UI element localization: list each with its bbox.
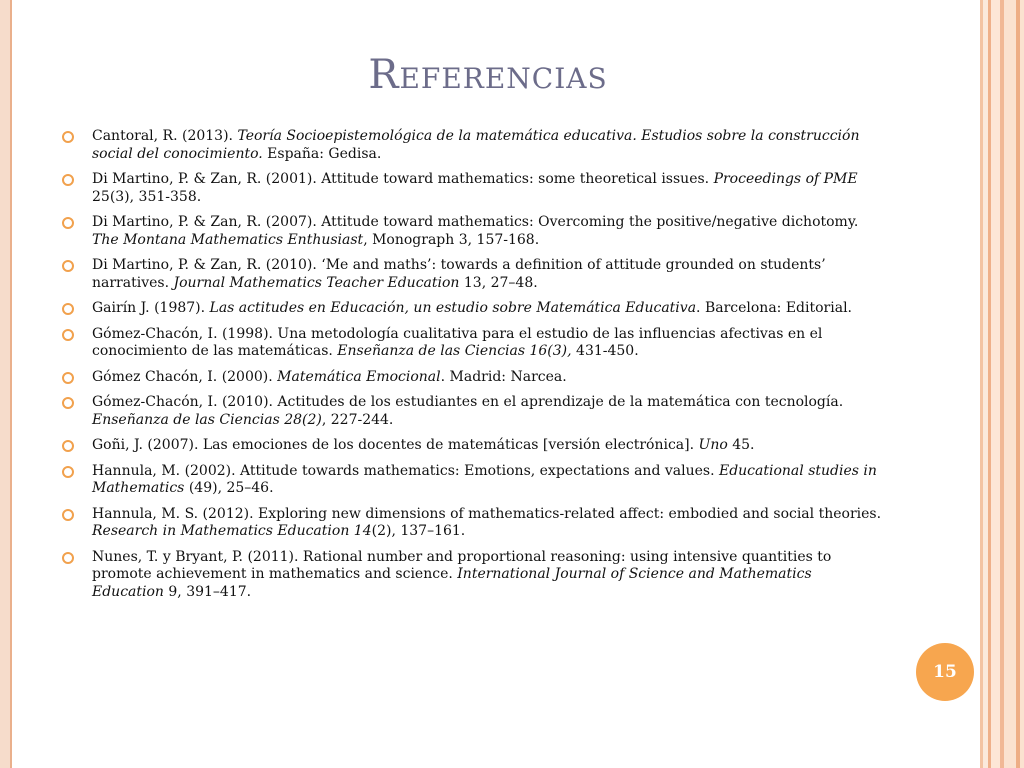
reference-item [62,128,882,163]
circle-bullet-icon [62,329,74,341]
reference-source: Educational studies in Mathematics [92,462,877,496]
reference-item [62,549,882,602]
reference-source: The Montana Mathematics Enthusiast [92,231,364,248]
reference-item [62,394,882,429]
reference-text: , 227-244. [321,411,394,428]
reference-text: Nunes, T. y Bryant, P. (2011). Rational number and proportional reasoning: using intensive quantities to promote achievement in mathematics and science. [92,548,832,582]
reference-text: Di Martino, P. & Zan, R. (2010). ‘Me and maths’: towards a definition of attitude grounded on students’ narratives. [92,257,826,291]
right-border-decoration [976,0,1024,768]
reference-item [62,171,882,206]
circle-bullet-icon [62,397,74,409]
reference-text: Hannula, M. (2002). Attitude towards mathematics: Emotions, expectations and values. [92,462,719,479]
reference-text: Goñi, J. (2007). Las emociones de los docentes de matemáticas [versión electrónica]. [92,437,699,453]
reference-text: Gómez Chacón, I. (2000). [92,368,278,385]
circle-bullet-icon [62,509,74,521]
circle-bullet-icon [62,131,74,143]
reference-source: Enseñanza de las Ciencias 16(3), [337,343,572,359]
reference-text: Di Martino, P. & Zan, R. (2001). Attitude toward mathematics: some theoretical issues. [92,171,714,187]
reference-text: 25(3), 351-358. [92,188,202,205]
reference-item [62,326,882,361]
reference-item [62,214,882,249]
reference-text: Gairín J. (1987). [92,300,210,316]
reference-text: Gómez-Chacón, I. (2010). Actitudes de los estudiantes en el aprendizaje de la matemática con tecnología. [92,394,844,410]
reference-text: (2), 137–161. [371,523,466,539]
reference-item [62,506,882,541]
left-border-decoration [0,0,12,768]
reference-text: España: Gedisa. [262,145,382,162]
circle-bullet-icon [62,260,74,272]
circle-bullet-icon [62,174,74,186]
reference-source: Enseñanza de las Ciencias 28(2) [92,411,322,428]
page-number-badge: 15 [916,643,974,701]
reference-text: Hannula, M. S. (2012). Exploring new dimensions of mathematics-related affect: embodied and social theories. [92,505,882,522]
reference-text: (49), 25–46. [184,480,274,496]
reference-source: Journal Mathematics Teacher Education [173,274,460,291]
reference-item [62,437,882,455]
reference-item [62,369,882,387]
reference-text: . Madrid: Narcea. [440,368,567,385]
reference-source: International Journal of Science and Mathematics Education [92,566,812,600]
reference-source: Matemática Emocional [277,368,441,385]
reference-item [62,463,882,498]
circle-bullet-icon [62,466,74,478]
reference-text: 431-450. [571,343,639,359]
reference-text: 45. [727,437,755,453]
reference-text: 13, 27–48. [459,274,538,291]
reference-list [62,128,882,609]
circle-bullet-icon [62,552,74,564]
reference-source: Uno [698,437,728,453]
reference-text: . Barcelona: Editorial. [696,300,852,316]
circle-bullet-icon [62,303,74,315]
slide-title: Referencias [368,52,608,98]
circle-bullet-icon [62,440,74,452]
reference-source: Las actitudes en Educación, un estudio sobre Matemática Educativa [209,300,697,316]
reference-source: Research in Mathematics Education 14 [92,523,372,539]
reference-text: Cantoral, R. (2013). [92,128,238,144]
reference-text: Di Martino, P. & Zan, R. (2007). Attitude toward mathematics: Overcoming the positive/negative dichotomy. [92,214,859,230]
reference-item [62,300,882,318]
reference-text: 9, 391–417. [163,583,252,600]
reference-source: Teoría Socioepistemológica de la matemática educativa. Estudios sobre la construcción social del conocimiento. [92,128,860,162]
reference-text: Gómez-Chacón, I. (1998). Una metodología cualitativa para el estudio de las influencias afectivas en el conocimiento de las matemáticas. [92,325,823,359]
reference-item [62,257,882,292]
reference-source: Proceedings of PME [713,171,858,187]
circle-bullet-icon [62,372,74,384]
circle-bullet-icon [62,217,74,229]
reference-text: , Monograph 3, 157-168. [363,231,540,248]
